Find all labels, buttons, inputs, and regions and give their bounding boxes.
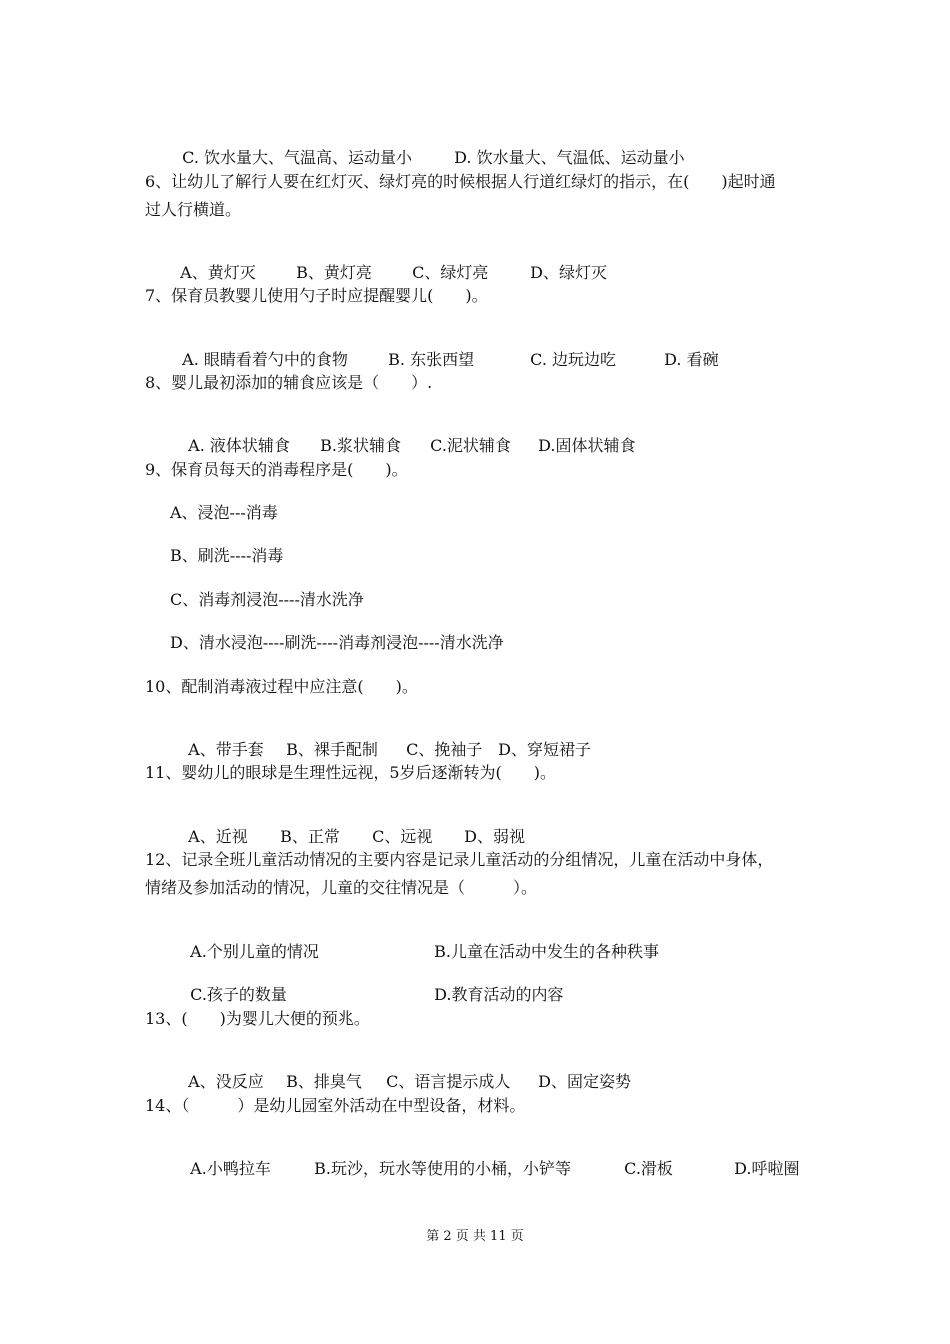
- option-c: C.泥状辅食: [430, 436, 511, 455]
- question-12-options-row-2: [180, 965, 564, 1005]
- option-a: A、近视: [188, 827, 248, 846]
- option-b: B、裸手配制: [286, 740, 378, 759]
- option-b: B、正常: [280, 827, 340, 846]
- option-d: D、穿短裙子: [498, 740, 592, 759]
- question-9-option-b: B、刷洗----消毒: [170, 546, 284, 565]
- option-d: D、弱视: [464, 827, 526, 846]
- question-6-options: [170, 243, 607, 283]
- option-a: A. 液体状辅食: [188, 436, 290, 455]
- option-b: B.玩沙，玩水等使用的小桶，小铲等: [314, 1159, 572, 1178]
- question-9-stem: 9、保育员每天的消毒程序是( )。: [145, 460, 408, 479]
- option-c: C、语言提示成人: [386, 1072, 511, 1091]
- question-12-stem: 12、记录全班儿童活动情况的主要内容是记录儿童活动的分组情况，儿童在活动中身体，: [145, 850, 774, 869]
- question-14-stem: 14、（ ）是幼儿园室外活动在中型设备，材料。: [145, 1096, 526, 1115]
- question-13-stem: 13、( )为婴儿大便的预兆。: [145, 1009, 370, 1028]
- option-d: D. 饮水量大、气温低、运动量小: [454, 148, 685, 167]
- option-c: C.滑板: [624, 1159, 673, 1178]
- question-8-stem: 8、婴儿最初添加的辅食应该是（ ）.: [145, 373, 433, 392]
- question-6-stem: 6、让幼儿了解行人要在红灯灭、绿灯亮的时候根据人行道红绿灯的指示，在( )起时通: [145, 172, 776, 191]
- option-b: B.儿童在活动中发生的各种秩事: [434, 942, 660, 961]
- option-a: A. 眼睛看着勺中的食物: [182, 350, 348, 369]
- question-13-options: [178, 1052, 631, 1092]
- option-d: D、绿灯灭: [530, 263, 608, 282]
- question-11-options: [178, 807, 525, 847]
- question-10-options: [178, 720, 591, 760]
- option-d: D. 看碗: [664, 350, 719, 369]
- option-d: D.固体状辅食: [538, 436, 636, 455]
- question-9-option-d: D、清水浸泡----刷洗----消毒剂浸泡----清水洗净: [170, 633, 504, 652]
- option-b: B. 东张西望: [388, 350, 475, 369]
- option-c: C. 边玩边吃: [530, 350, 617, 369]
- option-a: A、黄灯灭: [180, 263, 256, 282]
- question-7-options: [172, 330, 719, 370]
- option-c: C. 饮水量大、气温高、运动量小: [182, 148, 413, 167]
- page-number: 第 2 页 共 11 页: [426, 1229, 524, 1244]
- option-b: B、黄灯亮: [296, 263, 372, 282]
- question-9-option-c: C、消毒剂浸泡----清水洗净: [170, 590, 364, 609]
- question-7-stem: 7、保育员教婴儿使用勺子时应提醒婴儿( )。: [145, 286, 488, 305]
- question-14-options: [180, 1139, 800, 1179]
- question-10-stem: 10、配制消毒液过程中应注意( )。: [145, 677, 418, 696]
- question-5-options: [172, 128, 685, 168]
- question-8-options: [178, 416, 636, 456]
- question-6-stem-cont: 过人行横道。: [145, 200, 242, 219]
- option-c: C、远视: [372, 827, 433, 846]
- question-12-options-row-1: [180, 922, 659, 962]
- option-a: A.个别儿童的情况: [190, 942, 319, 961]
- option-c: C、挽袖子: [406, 740, 483, 759]
- question-11-stem: 11、婴幼儿的眼球是生理性远视，5岁后逐渐转为( )。: [145, 763, 557, 782]
- question-9-option-a: A、浸泡---消毒: [170, 503, 278, 522]
- option-a: A、带手套: [188, 740, 264, 759]
- option-c: C、绿灯亮: [412, 263, 489, 282]
- option-d: D、固定姿势: [538, 1072, 632, 1091]
- option-c: C.孩子的数量: [190, 985, 287, 1004]
- option-b: B、排臭气: [286, 1072, 362, 1091]
- option-a: A、没反应: [188, 1072, 264, 1091]
- option-b: B.浆状辅食: [320, 436, 402, 455]
- option-d: D.教育活动的内容: [434, 985, 564, 1004]
- option-a: A.小鸭拉车: [190, 1159, 271, 1178]
- option-d: D.呼啦圈: [734, 1159, 800, 1178]
- question-12-stem-cont: 情绪及参加活动的情况，儿童的交往情况是（ ）。: [145, 878, 538, 897]
